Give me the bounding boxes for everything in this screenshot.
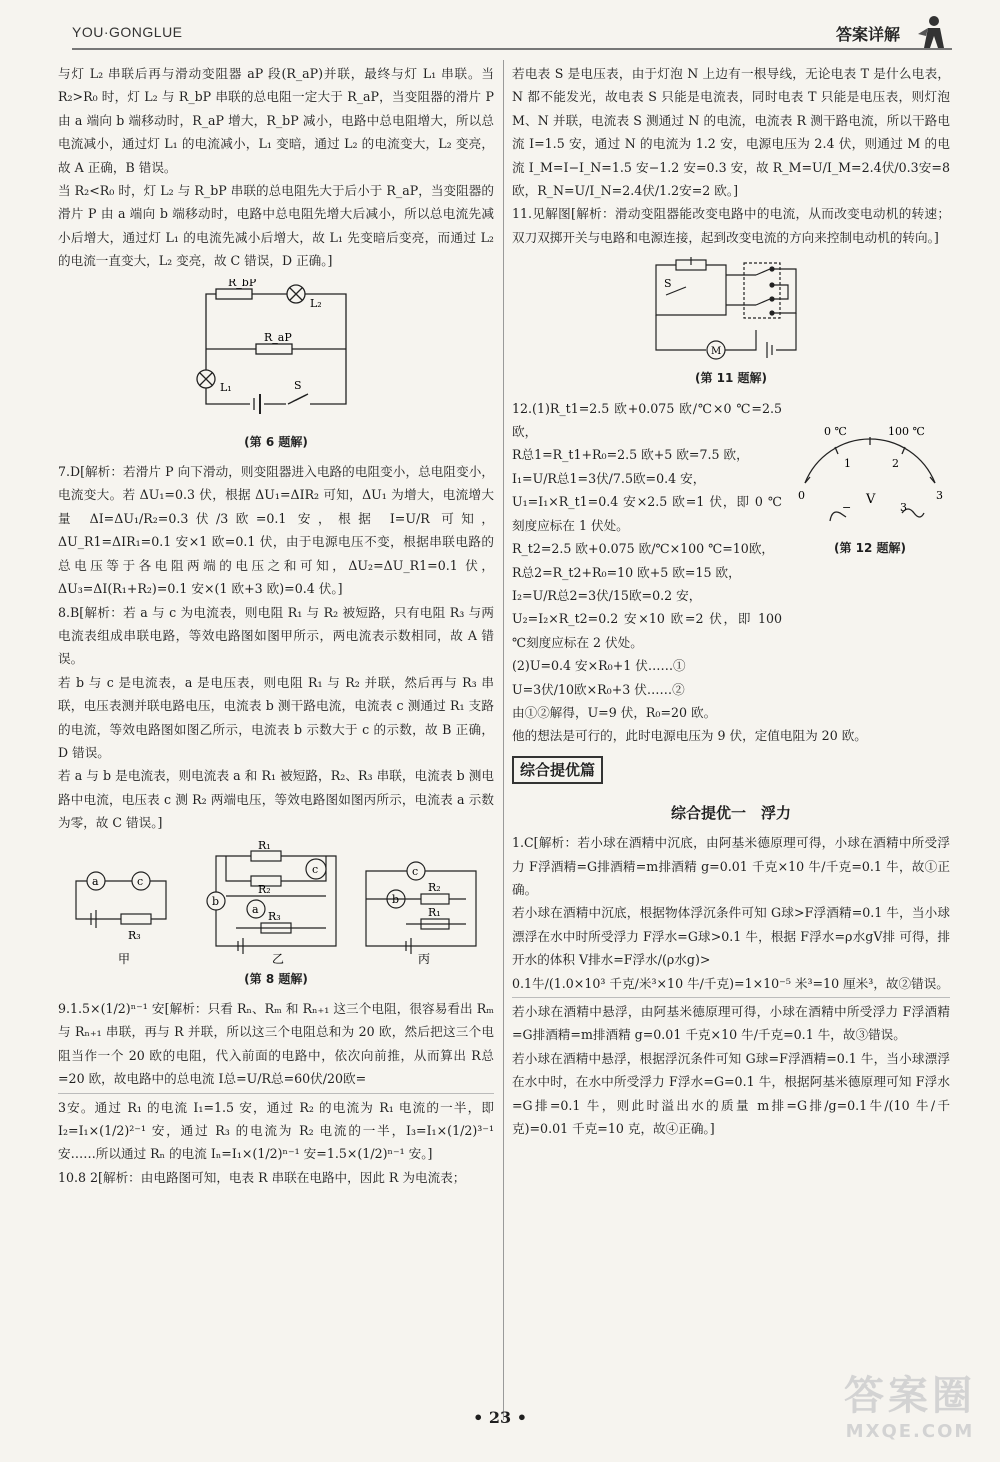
q12-line-2: R总1=R_t1+R₀=2.5 欧+5 欧=7.5 欧， — [512, 447, 749, 463]
section-title: 综合提优一 浮力 — [670, 803, 791, 822]
section-rule — [58, 1093, 494, 1094]
section-box-heading: 综合提优篇 — [512, 756, 603, 784]
fig11-s-label: S — [664, 277, 672, 291]
fig12-three: 3 — [900, 500, 907, 514]
fig8-yi-r2: R₂ — [258, 882, 271, 896]
fig8-jia-a: a — [92, 874, 99, 888]
fig8-yi-r1: R₁ — [258, 840, 271, 852]
q12-line-7: I₂=U/R总2=3伏/15欧=0.2 安， — [512, 587, 702, 603]
page-header — [72, 18, 952, 50]
c1-paragraph-2: 若小球在酒精中沉底，根据物体浮沉条件可知 G球>F浮酒精=0.1 牛，当小球漂浮在水中时所受浮力 F浮水=G球>0.1 牛，根据 F浮水=ρ水gV排 可得，排开水的体积 V排水=F浮水/(ρ水g)> — [512, 905, 950, 968]
watermark-url: MXQE.COM — [845, 1421, 975, 1442]
fig8-yi-c: c — [312, 862, 319, 876]
fig8-jia-c: c — [137, 874, 144, 888]
q12-line-6: R总2=R_t2+R₀=10 欧+5 欧=15 欧， — [512, 564, 741, 580]
left-column — [58, 62, 494, 1189]
fig8-label-yi: 乙 — [272, 951, 285, 966]
figure-11-circuit — [646, 255, 816, 365]
figure-6-circuit — [176, 279, 376, 429]
header-title: 答案详解 — [835, 25, 900, 44]
figure-6-caption: (第 6 题解) — [244, 434, 308, 449]
fig8-bing-c: c — [412, 864, 419, 878]
q11-paragraph: 11.见解图[解析：滑动变阻器能改变电路中的电流，从而改变电动机的转速；双刀双掷开关与电路和电源连接，起到改变电流的方向来控制电动机的转向。] — [512, 206, 950, 245]
fig8-bing-r1: R₁ — [428, 905, 441, 919]
right-column — [512, 62, 950, 1140]
c1-paragraph-3: 0.1牛/(1.0×10³ 千克/米³×10 牛/千克)=1×10⁻⁵ 米³=10 厘米³，故②错误。 — [512, 975, 949, 991]
q12-line-5: R_t2=2.5 欧+0.075 欧/℃×100 ℃=10欧， — [512, 541, 775, 557]
figure-12-caption: (第 12 题解) — [833, 540, 907, 555]
figure-11-caption: (第 11 题解) — [694, 371, 768, 386]
c1-paragraph-1: 1.C[解析：若小球在酒精中沉底，由阿基米德原理可得，小球在酒精中所受浮力 F浮酒精=G排酒精=m排酒精 g=0.01 千克×10 牛/千克=0.1 牛，故①正确。 — [512, 835, 950, 897]
q10-paragraph-1: 10.8 2[解析：由电路图可知，电表 R 串联在电路中，因此 R 为电流表； — [58, 1169, 466, 1185]
q8-paragraph-3: 若 a 与 b 是电流表，则电流表 a 和 R₁ 被短路，R₂、R₃ 串联，电流表 b 测电路中电流，电压表 c 测 R₂ 两端电压，等效电路图如图丙所示，电流表 a 示数为零，故 C 错误。] — [58, 768, 494, 831]
q12-line-11: 由①②解得，U=9 伏，R₀=20 欧。 — [512, 704, 717, 720]
mascot-icon — [916, 14, 952, 50]
fig8-label-bing: 丙 — [418, 951, 431, 966]
column-divider — [503, 60, 504, 1420]
watermark-logo: 答案圈 — [844, 1373, 976, 1419]
watermark — [844, 1364, 976, 1442]
fig12-n0: 0 — [798, 488, 805, 502]
fig6-s-label: S — [294, 378, 302, 392]
fig8-bing-r2: R₂ — [428, 880, 441, 894]
q6-paragraph-1: 与灯 L₂ 串联后再与滑动变阻器 aP 段(R_aP)并联，最终与灯 L₁ 串联。当 R₂>R₀ 时，灯 L₂ 与 R_bP 串联的总电阻一定大于 R_aP，当变阻器的滑片 P 由 a 端向 b 端移动时，R_aP 增大，R_bP 减小，电路中总电阻增大，所以总电流减小，通过灯 L₁ 的电流减小，L₁ 变暗，通过 L₂ 的电流变大，L₂ 变亮，故 A 正确，B 错误。 — [58, 66, 494, 175]
fig8-yi-a: a — [252, 902, 259, 916]
q12-line-4: U₁=I₁×R_t1=0.4 安×2.5 欧=1 伏，即 0 ℃刻度应标在 1 伏处。 — [512, 494, 782, 533]
q8-paragraph-1: 8.B[解析：若 a 与 c 为电流表，则电阻 R₁ 与 R₂ 被短路，只有电阻 R₃ 与两电流表组成串联电路，等效电路图如图甲所示，两电流表示数相同，故 A 错误。 — [58, 604, 494, 667]
fig8-jia-r3: R₃ — [128, 928, 141, 942]
fig6-rap-label: R_aP — [264, 330, 292, 344]
fig6-rbp-label: R_bP — [228, 278, 257, 289]
fig12-n3: 3 — [936, 488, 943, 502]
fig12-n2: 2 — [892, 456, 899, 470]
fig12-t0: 0 ℃ — [824, 424, 847, 438]
q9-paragraph-1: 9.1.5×(1/2)ⁿ⁻¹ 安[解析：只看 Rₙ、Rₘ 和 Rₙ₊₁ 这三个电阻，很容易看出 Rₘ 与 Rₙ₊₁ 串联，再与 R 并联，所以这三个电阻总和为 20 欧，然后把这三个电阻当作一个 20 欧的电阻，代入前面的电路中，依次向前推，从而算出 R总=20 欧，故电路中的总电流 I总=U/R总=60伏/20欧= — [58, 1000, 494, 1087]
section-rule-right — [512, 997, 950, 998]
q12-line-3: I₁=U/R总1=3伏/7.5欧=0.4 安， — [512, 470, 706, 486]
q12-line-1: 12.(1)R_t1=2.5 欧+0.075 欧/℃×0 ℃=2.5 欧， — [512, 400, 782, 440]
fig6-l2-label: L₂ — [310, 296, 322, 310]
fig8-yi-r3: R₃ — [268, 909, 281, 923]
q8-paragraph-2: 若 b 与 c 是电流表，a 是电压表，则电阻 R₁ 与 R₂ 并联，然后再与 R₃ 串联，电压表测并联电路电压，电流表 b 测干路电流，电流表 c 测通过 R₁ 支路的电流，等效电路图如图乙所示，电流表 b 示数大于 c 的示数，故 B 正确，D 错误。 — [58, 674, 494, 760]
figure-8-caption: (第 8 题解) — [244, 971, 308, 986]
fig12-v: V — [866, 491, 876, 507]
q12-line-12: 他的想法是可行的，此时电源电压为 9 伏，定值电阻为 20 欧。 — [512, 728, 867, 744]
q12-block — [512, 397, 950, 748]
fig12-n1: 1 — [844, 456, 851, 470]
page-number: • 23 • — [473, 1408, 527, 1427]
q6-paragraph-2: 当 R₂<R₀ 时，灯 L₂ 与 R_bP 串联的总电阻先大于后小于 R_aP，当变阻器的滑片 P 由 a 端向 b 端移动时，电路中总电阻先增大后减小，所以总电流先减小后增大，通过灯 L₁ 的电流先减小后增大，故 L₁ 先变暗后变亮，而通过 L₂ 的电流一直变大，L₂ 变亮，故 C 错误，D 正确。] — [58, 183, 494, 269]
q12-line-8: U₂=I₂×R_t2=0.2 安×10 欧=2 伏，即 100 ℃刻度应标在 2 伏处。 — [512, 611, 782, 650]
fig8-bing-b: b — [392, 892, 400, 906]
c1-paragraph-4: 若小球在酒精中悬浮，由阿基米德原理可得，小球在酒精中所受浮力 F浮酒精=G排酒精=m排酒精 g=0.01 千克×10 牛/千克=0.1 牛，故③错误。 — [512, 1004, 950, 1043]
q12-lines — [512, 397, 782, 561]
figure-12-meter — [790, 413, 950, 533]
q12-lines-b — [512, 561, 782, 655]
q12-line-10: U=3伏/10欧×R₀+3 伏……② — [512, 681, 685, 697]
fig8-yi-b: b — [212, 894, 220, 908]
q12-line-9: (2)U=0.4 安×R₀+1 伏……① — [512, 658, 686, 674]
fig11-m-label: M — [711, 346, 722, 358]
fig12-minus: − — [842, 500, 852, 514]
fig6-l1-label: L₁ — [220, 380, 232, 394]
fig8-label-jia: 甲 — [118, 951, 131, 966]
q9-paragraph-2: 3安。通过 R₁ 的电流 I₁=1.5 安，通过 R₂ 的电流为 R₁ 电流的一半，即 I₂=I₁×(1/2)²⁻¹ 安，通过 R₃ 的电流为 R₂ 电流的一半，I₃=I₁×(1/2)³⁻¹ 安……所以通过 Rₙ 的电流 Iₙ=I₁×(1/2)ⁿ⁻¹ 安=1.5×(1/2)ⁿ⁻¹ 安。] — [58, 1099, 494, 1162]
fig12-t100: 100 ℃ — [888, 424, 925, 438]
q7-paragraph: 7.D[解析：若滑片 P 向下滑动，则变阻器进入电路的电阻变小，总电阻变小，电流变大。若 ΔU₁=0.3 伏，根据 ΔU₁=ΔIR₂ 可知，ΔU₁ 为增大，电流增大量 ΔI=ΔU₁/R₂=0.3伏/3欧=0.1 安，根据 I=U/R 可知，ΔU_R1=ΔIR₁=0.1 安×1 欧=0.1 伏，由于电源电压不变，根据串联电路的总电压等于各电阻两端的电压之和可知，ΔU₂=ΔU_R1=0.1 伏，ΔU₃=ΔI(R₁+R₂)=0.1 安×(1 欧+3 欧)=0.4 伏。] — [58, 464, 494, 597]
brand-label: YOU·GONGLUE — [72, 24, 183, 40]
figure-8-circuits — [66, 841, 486, 966]
c1-paragraph-5: 若小球在酒精中悬浮，根据浮沉条件可知 G球=F浮酒精=0.1 牛，当小球漂浮在水中时，在水中所受浮力 F浮水=G=0.1 牛，根据阿基米德原理可知 F浮水=G排=0.1 牛，则此时溢出水的质量 m排=G排/g=0.1牛/(10 牛/千克)=0.01 千克=10 克，故④正确。] — [512, 1050, 950, 1137]
header-rule — [72, 48, 952, 50]
q10-paragraph-2: 若电表 S 是电压表，由于灯泡 N 上边有一根导线，无论电表 T 是什么电表，N 都不能发光，故电表 S 只能是电流表，同时电表 T 只能是电压表，则灯泡 M、N 并联，电流表 S 测通过 N 的电流，电流表 R 测干路电流，所以干路电流 I=1.5 安，通过 N 的电流为 1.2 安，电源电压为 2.4 伏，则通过 M 的电流 I_M=I−I_N=1.5 安−1.2 安=0.3 安，故 R_M=U/I_M=2.4伏/0.3安=8 欧，R_N=U/I_N=2.4伏/1.2安=2 欧。] — [512, 66, 950, 199]
